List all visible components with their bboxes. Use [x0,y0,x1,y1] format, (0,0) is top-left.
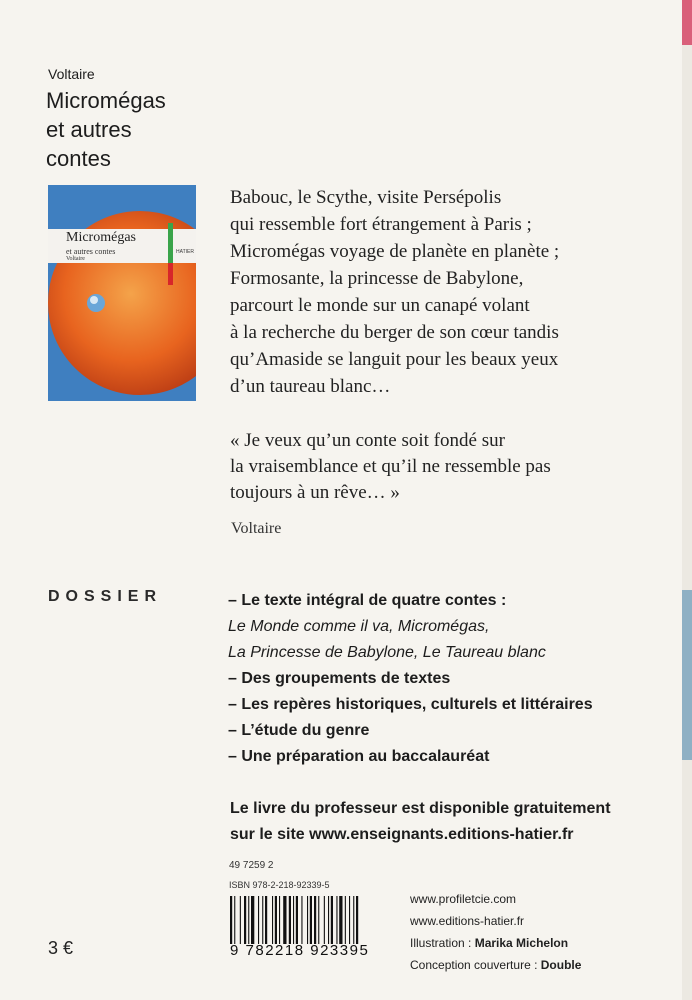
quote-line: la vraisemblance et qu’il ne ressemble pas [230,456,551,477]
barcode-bar [301,896,302,944]
credit-site: www.profiletcie.com [410,892,517,906]
book-title [46,86,226,173]
barcode-bar [240,896,241,944]
edge-pink-tab [682,0,692,45]
dossier-item: – Les repères historiques, culturels et littéraires [228,696,593,713]
barcode-bar [262,896,263,944]
barcode-bar [279,896,280,944]
barcode-bar [258,896,259,944]
cover-publisher-logo: HATIER [176,249,194,255]
barcode-digits: 9 782218 923395 [230,942,370,959]
cover-title: Micromégas [66,230,136,245]
title-line: Micromégas [46,88,166,113]
credit-site: www.editions-hatier.fr [410,914,525,928]
barcode-bar [336,896,337,944]
barcode-bar [339,896,342,944]
page-edge [682,0,692,1000]
cover-author: Voltaire [66,256,85,262]
dossier-item: – Des groupements de textes [228,670,451,687]
professor-line: sur le site www.enseignants.editions-hatier.fr [230,826,574,843]
summary-line: d’un taureau blanc… [230,376,391,397]
barcode-bar [275,896,277,944]
barcode-bar [328,896,329,944]
dossier-item: – L’étude du genre [228,722,370,739]
summary-line: parcourt le monde sur un canapé volant [230,295,530,316]
professor-line: Le livre du professeur est disponible gratuitement [230,800,611,817]
barcode-bar [296,896,298,944]
barcode-bar [265,896,267,944]
quote [230,428,650,506]
quote-line: toujours à un rêve… » [230,482,400,503]
product-code: 49 7259 2 [229,860,274,871]
title-line: contes [46,146,111,171]
barcode-bar [234,896,235,944]
summary-line: qu’Amaside se languit pour les beaux yeux [230,349,559,370]
summary-line: qui ressemble fort étrangement à Paris ; [230,214,532,235]
summary-line: Micromégas voyage de planète en planète ; [230,241,560,262]
barcode-bar [230,896,232,944]
isbn: ISBN 978-2-218-92339-5 [229,880,330,890]
barcode-bar [293,896,294,944]
credits [410,888,581,976]
barcode-bar [283,896,286,944]
summary-line: Babouc, le Scythe, visite Persépolis [230,187,502,208]
price: 3 € [48,938,74,958]
credit-label: Illustration : [410,936,475,950]
dossier-heading: DOSSIER [48,588,163,605]
credit-illustration [410,932,581,954]
dossier-list [228,588,648,770]
barcode-bar [289,896,291,944]
barcode-bar [356,896,358,944]
cover-subtitle: et autres contes [66,247,116,256]
summary-line: à la recherche du berger de son cœur tandis [230,322,559,343]
title-line: et autres [46,117,132,142]
credit-design [410,954,581,976]
quote-line: « Je veux qu’un conte soit fondé sur [230,430,505,451]
barcode-bar [345,896,346,944]
barcode-bar [248,896,249,944]
barcode-bar [244,896,246,944]
credit-name: Marika Michelon [474,936,569,950]
cover-thumbnail [48,185,196,401]
barcode-bar [318,896,319,944]
dossier-subitem: La Princesse de Babylone, Le Taureau blanc [228,644,546,661]
cover-planet-illustration [48,185,196,401]
barcode-bar [353,896,354,944]
edge-blue-tab [682,590,692,760]
barcode-bar [307,896,308,944]
dossier-subitem: Le Monde comme il va, Micromégas, [228,618,490,635]
quote-author: Voltaire [231,520,282,537]
barcode-bar [251,896,254,944]
barcode-bar [331,896,333,944]
credit-name: Double [540,958,582,972]
barcode-bar [314,896,316,944]
barcode-bar [349,896,350,944]
barcode-bar [310,896,312,944]
summary-line: Formosante, la princesse de Babylone, [230,268,524,289]
book-author: Voltaire [48,66,95,82]
back-cover-summary [230,184,650,400]
cover-red-strip [168,263,173,285]
professor-notice [230,796,650,848]
credit-label: Conception couverture : [410,958,541,972]
barcode-bar [272,896,273,944]
dossier-item: – Le texte intégral de quatre contes : [228,592,507,609]
barcode-bar [324,896,325,944]
dossier-item: – Une préparation au baccalauréat [228,748,490,765]
